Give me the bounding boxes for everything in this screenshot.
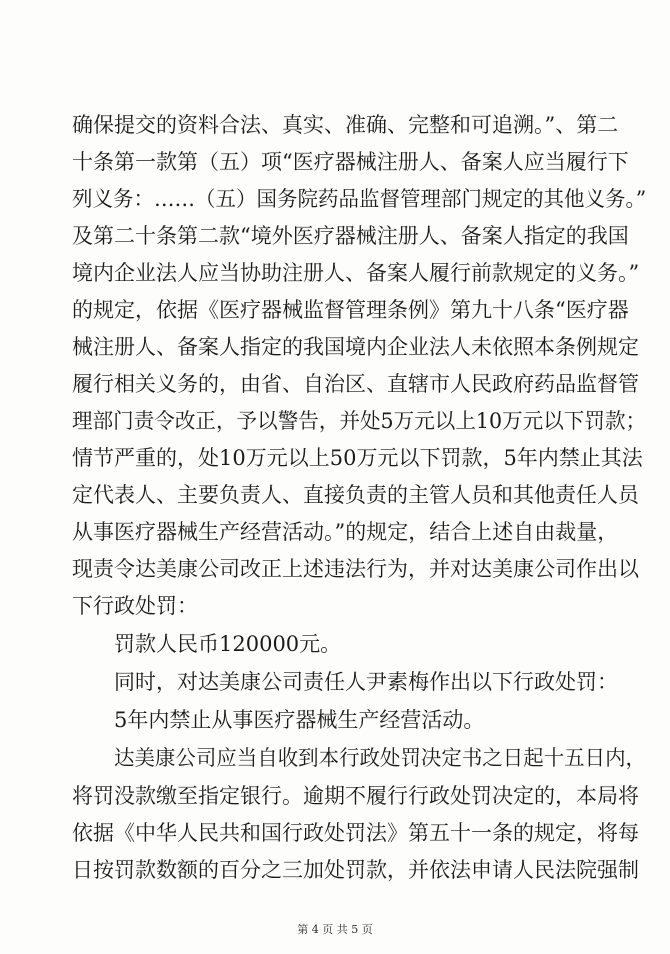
page-number: 第 4 页 共 5 页 xyxy=(297,923,373,936)
text-line: 现责令达美康公司改正上述违法行为，并对达美康公司作出以 xyxy=(72,557,639,581)
text-line: 定代表人、主要负责人、直接负责的主管人员和其他责任人员 xyxy=(72,483,639,507)
text-line: 将罚没款缴至指定银行。逾期不履行行政处罚决定的，本局将 xyxy=(72,784,639,808)
text-line: 理部门责令改正，予以警告，并处5万元以上10万元以下罚款； xyxy=(72,409,647,433)
text-line: 同时，对达美康公司责任人尹素梅作出以下行政处罚： xyxy=(114,670,618,694)
text-line: 列义务：……（五）国务院药品监督管理部门规定的其他义务。” xyxy=(72,187,647,211)
text-line: 的规定，依据《医疗器械监督管理条例》第九十八条“医疗器 xyxy=(72,298,629,322)
text-line: 十条第一款第（五）项“医疗器械注册人、备案人应当履行下 xyxy=(72,150,629,174)
text-line: 日按罚款数额的百分之三加处罚款，并依法申请人民法院强制 xyxy=(72,858,639,882)
text-line: 确保提交的资料合法、真实、准确、完整和可追溯。”、第二 xyxy=(72,113,619,137)
text-line: 依据《中华人民共和国行政处罚法》第五十一条的规定，将每 xyxy=(72,821,639,845)
text-line: 从事医疗器械生产经营活动。”的规定，结合上述自由裁量， xyxy=(72,520,619,544)
text-line: 履行相关义务的，由省、自治区、直辖市人民政府药品监督管 xyxy=(72,372,639,396)
text-line: 境内企业法人应当协助注册人、备案人履行前款规定的义务。” xyxy=(72,261,640,285)
ban-line: 5年内禁止从事医疗器械生产经营活动。 xyxy=(114,708,485,732)
text-line: 下行政处罚： xyxy=(72,594,198,618)
text-line: 械注册人、备案人指定的我国境内企业法人未依照本条例规定 xyxy=(72,335,639,359)
text-line: 情节严重的，处10万元以上50万元以下罚款，5年内禁止其法 xyxy=(72,446,643,470)
fine-amount-line: 罚款人民币120000元。 xyxy=(114,632,342,656)
text-line: 达美康公司应当自收到本行政处罚决定书之日起十五日内， xyxy=(114,746,646,770)
text-line: 及第二十条第二款“境外医疗器械注册人、备案人指定的我国 xyxy=(72,224,629,248)
